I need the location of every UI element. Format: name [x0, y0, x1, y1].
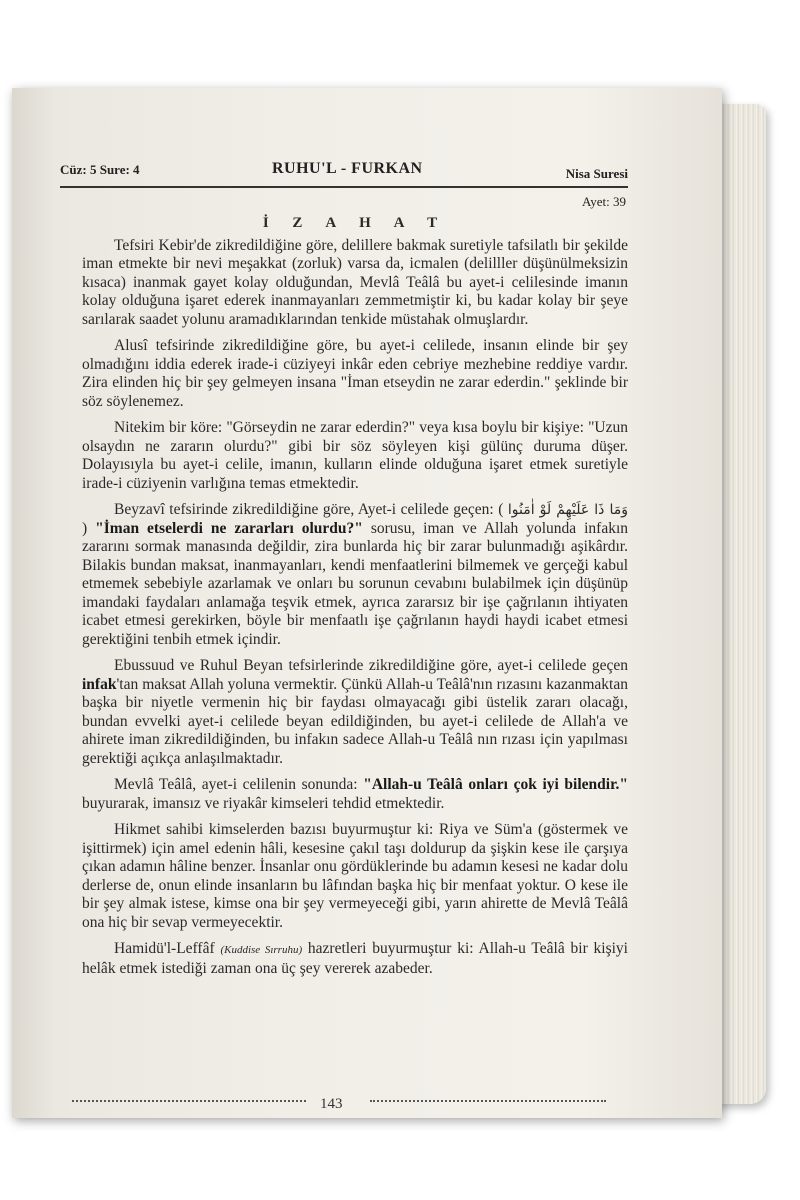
- section-title: İ Z A H A T: [262, 215, 448, 231]
- text-span: 'tan maksat Allah yoluna vermektir. Çünkü Allah-u Teâlâ'nın rızasını kazanmaktan başka bir niyetle vermenin hiç bir faydası olmayacağı gibi üstelik zararı olacağı, bundan evvelki ayet-i celilede beyan edildiğinden, bu ayet-i celilede de Allah'a ve ahirete iman zikredildiğinden, bu infakın sadece Allah-u Teâlâ nın rızası için yapılması gerektiği açıkça anlaşılmaktadır.: [82, 675, 628, 767]
- footer-dots-left: [72, 1100, 306, 1102]
- page-number: 143: [320, 1096, 343, 1112]
- text-span: Hamidü'l-Leffâf: [114, 940, 215, 957]
- page-body: [82, 214, 628, 986]
- paragraph-beyzavi: [82, 501, 628, 649]
- text-span: Ebussuud ve Ruhul Beyan tefsirlerinde zikredildiğine göre, ayet-i celilede geçen: [114, 657, 628, 674]
- text-span: hazretleri buyurmuştur ki: Allah-u Teâlâ bir kişiyi helâk etmek istediği zaman ona üç şey vererek azabeder.: [82, 940, 628, 977]
- running-header: [60, 160, 628, 180]
- paragraph-mevla: [82, 776, 628, 813]
- book: [12, 88, 760, 1118]
- paragraph-tefsiri-kebir: Tefsiri Kebir'de zikredildiğine göre, delillere bakmak suretiyle tafsilatlı bir şekilde iman etmekte bir nevi meşakkat (zorluk) varsa da, icmalen (delilller düşünülmeksizin kısaca) inanmak gayet kolay olduğundan, Mevlâ Teâlâ bu ayet-i celilesinde imanın kolay olduğuna işaret ederek inanmayanları zemmetmiştir ki, bu kadar kolay bir şeye sarılarak saadet yolunu aramadıklarından tenkide müstahak olmuşlardır.: [82, 236, 628, 328]
- arabic-verse: وَمَا ذَا عَلَيْهِمْ لَوْ اٰمَنُوا: [507, 502, 629, 518]
- book-page: [12, 88, 722, 1118]
- text-span: ): [82, 519, 88, 537]
- paragraph-hikmet: Hikmet sahibi kimselerden bazısı buyurmuştur ki: Riya ve Süm'a (göstermek ve işittirmek) için amel edenin hâli, kesesine çakıl taşı doldurup da şişkin kese ile çarşıya çıkan adamın hâline benzer. İnsanlar onu gördüklerinde bu adamın kesesi ne kadar dolu derlerse de, onun elinde insanların bu lâfından başka hiç bir menfaat yoktur. O kese ile bir şey almak istese, kimse ona bir şey vermeyeceği gibi, yarın ahirette de Mevlâ Teâlâ ona hiç bir sevap vermeyecektir.: [82, 821, 628, 931]
- header-rule: [60, 186, 628, 188]
- bold-quote: "İman etselerdi ne zararları olurdu?": [95, 519, 363, 537]
- ayet-number: Ayet: 39: [582, 194, 626, 209]
- paragraph-nitekim: Nitekim bir köre: "Görseydin ne zarar ederdin?" veya kısa boylu bir kişiye: "Uzun olsaydın ne zararın olurdu?" gibi bir söz söyleyen kişi gülünç duruma düşer. Dolayısıyla bu ayet-i celile, imanın, kulların elinde olduğuna işaret etmek suretiyle irade-i cüziyenin varlığına temas etmektedir.: [82, 419, 628, 492]
- honorific: (Kuddise Sırruhu): [220, 944, 303, 956]
- bold-quote: "Allah-u Teâlâ onları çok iyi bilendir.": [363, 776, 629, 793]
- paragraph-hamidul-leffaf: [82, 940, 628, 978]
- text-span: sorusu, iman ve Allah yolunda infakın zararını sormak manasında değildir, zira bunlarda hiç bir zarar bulunmadığı aşikârdır. Bilakis bundan maksat, inanmayanları, kendi menfaatlerini bilmemek ve gerçeği kabul etmemek sebebiyle azarlamak ve onları bu sorunun cevabını bulabilmek için düşünüp imandaki faydaları anlamağa teşvik etmek, ayrıca zararsız bir işe çağrılanın ihtiyaten icabet etmesi gerekirken, böyle bir menfaatlı işe çağrılanın haydi haydi icabet etmesi gerektiğini tenbih etmek içindir.: [82, 519, 629, 648]
- book-title: RUHU'L - FURKAN: [272, 160, 423, 177]
- paragraph-alusi: Alusî tefsirinde zikredildiğine göre, bu ayet-i celilede, insanın elinde bir şey olmadığını iddia ederek irade-i cüziyeyi inkâr eden cebriye mezhebine reddiye vardır. Zira elinden hiç bir şey gelmeyen insana "İman etseydin ne zarar ederdin." şeklinde bir söz söylenemez.: [82, 337, 628, 410]
- page-footer: [72, 1096, 632, 1116]
- paragraph-ebussuud: [82, 657, 628, 768]
- text-span: buyurarak, imansız ve riyakâr kimseleri tehdid etmektedir.: [82, 794, 445, 812]
- bold-term: infak: [82, 675, 117, 693]
- footer-dots-right: [370, 1100, 606, 1102]
- text-span: Mevlâ Teâlâ, ayet-i celilenin sonunda:: [114, 776, 358, 793]
- surah-name: Nisa Suresi: [565, 166, 628, 181]
- volume-info: Cüz: 5 Sure: 4: [60, 162, 140, 177]
- text-span: Beyzavî tefsirinde zikredildiğine göre, Ayet-i celilede geçen: (: [114, 501, 504, 518]
